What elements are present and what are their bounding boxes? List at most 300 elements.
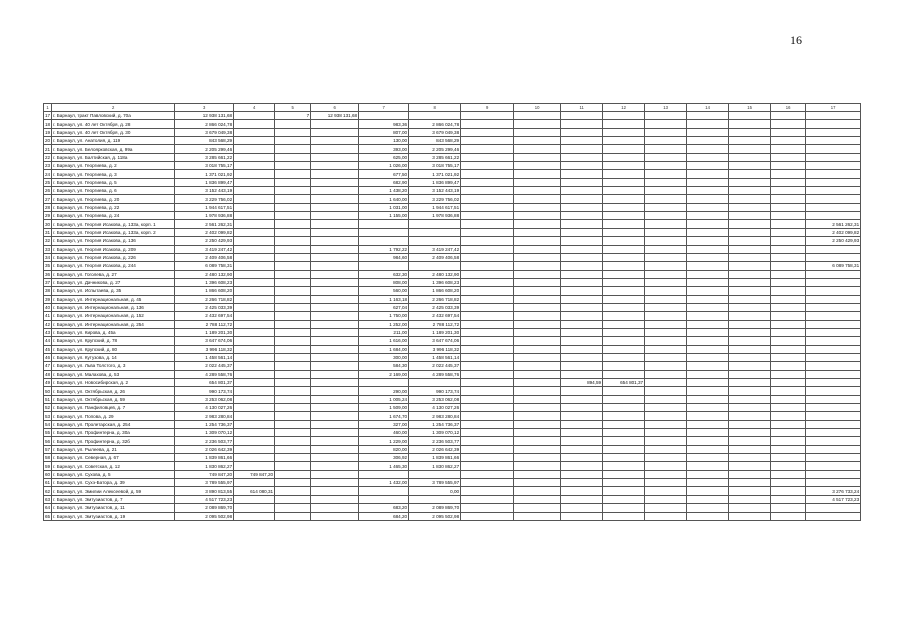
value-cell	[561, 187, 603, 195]
value-cell: 1 254 736,37	[409, 420, 461, 428]
value-cell: 3 229 756,02	[409, 195, 461, 203]
value-cell	[771, 128, 806, 136]
value-cell	[603, 128, 645, 136]
value-cell	[729, 487, 771, 495]
value-cell	[561, 470, 603, 478]
value-cell: 2 026 642,39	[409, 445, 461, 453]
value-cell	[729, 370, 771, 378]
value-cell	[771, 387, 806, 395]
table-row	[44, 337, 861, 345]
value-cell	[561, 479, 603, 487]
value-cell	[311, 412, 359, 420]
value-cell	[729, 303, 771, 311]
value-cell	[603, 470, 645, 478]
value-cell	[729, 178, 771, 186]
value-cell	[687, 370, 729, 378]
address-cell: г. Барнаул, ул. Октябрьская, д. 59	[52, 395, 175, 403]
value-cell	[461, 420, 514, 428]
value-cell	[275, 170, 311, 178]
row-number-cell: 24	[45, 171, 51, 177]
value-cell	[561, 262, 603, 270]
value-cell	[461, 203, 514, 211]
value-cell	[806, 312, 861, 320]
value-cell: 1 396 608,23	[175, 278, 234, 286]
value-cell	[645, 379, 687, 387]
value-cell	[234, 379, 275, 387]
value-cell	[645, 220, 687, 228]
column-number: 15	[729, 104, 771, 112]
address-cell: г. Барнаул, ул. Георгиева, д. 24	[52, 212, 175, 220]
value-cell	[514, 345, 561, 353]
value-cell	[275, 228, 311, 236]
value-cell	[275, 278, 311, 286]
value-cell: 6 089 758,31	[175, 262, 234, 270]
value-cell	[687, 128, 729, 136]
value-cell	[311, 212, 359, 220]
value-cell	[359, 228, 409, 236]
value-cell	[645, 120, 687, 128]
value-cell	[771, 454, 806, 462]
value-cell	[561, 270, 603, 278]
value-cell	[461, 153, 514, 161]
value-cell	[645, 462, 687, 470]
address-cell: г. Барнаул, ул. Георгиева, д. 20	[52, 195, 175, 203]
value-cell	[514, 162, 561, 170]
value-cell	[729, 429, 771, 437]
column-number: 14	[687, 104, 729, 112]
value-cell: 627,04	[359, 303, 409, 311]
value-cell	[311, 253, 359, 261]
value-cell	[561, 512, 603, 520]
value-cell	[561, 137, 603, 145]
value-cell	[603, 370, 645, 378]
value-cell	[275, 420, 311, 428]
value-cell: 2 169,00	[359, 370, 409, 378]
value-cell	[687, 245, 729, 253]
value-cell	[561, 145, 603, 153]
value-cell: 1 944 617,51	[409, 203, 461, 211]
value-cell	[729, 287, 771, 295]
value-cell: 3 789 555,97	[409, 479, 461, 487]
value-cell: 2 205 299,46	[175, 145, 234, 153]
table-row	[44, 362, 861, 370]
value-cell	[687, 328, 729, 336]
row-number-cell: 26	[45, 188, 51, 194]
value-cell	[234, 412, 275, 420]
value-cell	[461, 145, 514, 153]
value-cell	[806, 353, 861, 361]
value-cell: 3 285 661,22	[175, 153, 234, 161]
value-cell	[561, 429, 603, 437]
row-number-cell: 23	[45, 163, 51, 169]
value-cell	[234, 245, 275, 253]
value-cell	[311, 153, 359, 161]
value-cell	[561, 454, 603, 462]
value-cell	[461, 212, 514, 220]
value-cell	[687, 387, 729, 395]
value-cell	[771, 328, 806, 336]
value-cell	[275, 162, 311, 170]
value-cell: 2 432 697,54	[409, 312, 461, 320]
value-cell: 1 371 021,92	[175, 170, 234, 178]
value-cell: 749 847,20	[175, 470, 234, 478]
column-number: 2	[52, 104, 175, 112]
value-cell	[234, 128, 275, 136]
table-row	[44, 412, 861, 420]
row-number-cell: 32	[45, 238, 51, 244]
table-row	[44, 387, 861, 395]
value-cell	[771, 345, 806, 353]
value-cell	[461, 112, 514, 120]
value-cell	[275, 287, 311, 295]
row-number-cell: 38	[45, 288, 51, 294]
value-cell	[645, 195, 687, 203]
value-cell: 1 031,00	[359, 203, 409, 211]
value-cell	[771, 245, 806, 253]
table-row	[44, 328, 861, 336]
value-cell	[806, 454, 861, 462]
value-cell	[687, 153, 729, 161]
value-cell	[275, 337, 311, 345]
value-cell	[514, 462, 561, 470]
value-cell	[409, 228, 461, 236]
value-cell	[645, 203, 687, 211]
value-cell	[311, 337, 359, 345]
value-cell	[275, 454, 311, 462]
value-cell: 327,00	[359, 420, 409, 428]
value-cell	[603, 395, 645, 403]
value-cell: 3 253 062,08	[409, 395, 461, 403]
value-cell	[359, 379, 409, 387]
value-cell	[687, 187, 729, 195]
value-cell	[461, 312, 514, 320]
value-cell	[275, 145, 311, 153]
column-number-row	[44, 104, 861, 112]
value-cell	[687, 237, 729, 245]
value-cell	[234, 220, 275, 228]
value-cell	[561, 328, 603, 336]
value-cell: 2 402 099,82	[806, 228, 861, 236]
value-cell: 2 788 112,72	[409, 320, 461, 328]
value-cell	[514, 203, 561, 211]
value-cell	[645, 504, 687, 512]
column-number: 16	[771, 104, 806, 112]
value-cell	[771, 203, 806, 211]
value-cell	[275, 437, 311, 445]
value-cell	[514, 253, 561, 261]
value-cell	[806, 479, 861, 487]
value-cell	[806, 170, 861, 178]
value-cell	[687, 437, 729, 445]
value-cell: 1 684,00	[359, 345, 409, 353]
address-cell: г. Барнаул, ул. Советская, д. 12	[52, 462, 175, 470]
row-number-cell: 61	[45, 480, 51, 486]
value-cell	[687, 512, 729, 520]
value-cell	[645, 128, 687, 136]
value-cell	[311, 370, 359, 378]
address-cell: г. Барнаул, ул. Кирова, д. 45а	[52, 328, 175, 336]
value-cell	[771, 495, 806, 503]
value-cell	[603, 320, 645, 328]
value-cell	[687, 262, 729, 270]
value-cell: 1 640,00	[359, 195, 409, 203]
address-cell: г. Барнаул, ул. Эмтузиастов, д. 11	[52, 504, 175, 512]
value-cell	[729, 379, 771, 387]
value-cell	[603, 162, 645, 170]
value-cell	[461, 195, 514, 203]
table-row	[44, 212, 861, 220]
value-cell: 2 866 024,78	[409, 120, 461, 128]
value-cell: 1 309 070,12	[175, 429, 234, 437]
value-cell	[514, 412, 561, 420]
value-cell	[234, 404, 275, 412]
value-cell: 4 130 027,26	[175, 404, 234, 412]
value-cell	[514, 387, 561, 395]
address-cell: г. Барнаул, ул. Крупский, д. 80	[52, 345, 175, 353]
value-cell	[461, 270, 514, 278]
value-cell	[234, 212, 275, 220]
row-number-cell: 35	[45, 263, 51, 269]
address-cell: г. Барнаул, ул. Сухова, д. 5	[52, 470, 175, 478]
value-cell	[771, 479, 806, 487]
address-cell: г. Барнаул, ул. Георгия Исакова, д. 244	[52, 262, 175, 270]
value-cell	[514, 278, 561, 286]
value-cell	[687, 412, 729, 420]
value-cell	[514, 187, 561, 195]
value-cell	[234, 328, 275, 336]
value-cell: 1 458 561,14	[175, 353, 234, 361]
value-cell	[311, 137, 359, 145]
page-number: 16	[790, 33, 802, 47]
value-cell	[514, 437, 561, 445]
table-row	[44, 379, 861, 387]
value-cell	[771, 270, 806, 278]
address-cell: г. Барнаул, ул. Северная, д. 67	[52, 454, 175, 462]
row-number-cell: 64	[45, 505, 51, 511]
row-number-cell: 28	[45, 204, 51, 210]
value-cell	[806, 462, 861, 470]
value-cell	[409, 495, 461, 503]
value-cell	[729, 112, 771, 120]
value-cell	[561, 353, 603, 361]
value-cell	[687, 145, 729, 153]
value-cell	[461, 462, 514, 470]
value-cell	[806, 245, 861, 253]
value-cell	[771, 412, 806, 420]
value-cell	[603, 195, 645, 203]
value-cell	[275, 178, 311, 186]
value-cell	[275, 270, 311, 278]
value-cell: 3 647 674,06	[409, 337, 461, 345]
value-cell	[645, 479, 687, 487]
address-cell: г. Барнаул, ул. Эмилии Алексеевой, д. 59	[52, 487, 175, 495]
value-cell	[645, 212, 687, 220]
address-cell: г. Барнаул, ул. Новосибирская, д. 2	[52, 379, 175, 387]
value-cell	[514, 228, 561, 236]
value-cell	[461, 178, 514, 186]
value-cell	[461, 295, 514, 303]
value-cell	[645, 112, 687, 120]
value-cell	[806, 178, 861, 186]
value-cell	[234, 504, 275, 512]
row-number-cell: 59	[45, 463, 51, 469]
column-number: 11	[561, 104, 603, 112]
value-cell: 632,30	[359, 270, 409, 278]
value-cell	[461, 278, 514, 286]
address-cell: г. Барнаул, ул. Рылеева, д. 21	[52, 445, 175, 453]
value-cell	[806, 287, 861, 295]
value-cell: 1 432,00	[359, 479, 409, 487]
address-cell: г. Барнаул, ул. Пролетарская, д. 254	[52, 420, 175, 428]
address-cell: г. Барнаул, ул. 40 лет Октября, д. 28	[52, 120, 175, 128]
value-cell	[514, 195, 561, 203]
value-cell	[806, 328, 861, 336]
value-cell	[359, 262, 409, 270]
value-cell	[561, 487, 603, 495]
value-cell	[561, 287, 603, 295]
row-number-cell: 40	[45, 305, 51, 311]
row-number-cell: 39	[45, 296, 51, 302]
value-cell	[771, 220, 806, 228]
row-number-cell: 65	[45, 513, 51, 519]
address-cell: г. Барнаул, ул. Сухэ-Батора, д. 39	[52, 479, 175, 487]
value-cell	[645, 404, 687, 412]
value-cell	[234, 437, 275, 445]
value-cell	[729, 295, 771, 303]
value-cell: 3 229 756,02	[175, 195, 234, 203]
table-row	[44, 270, 861, 278]
value-cell: 654 801,37	[603, 379, 645, 387]
value-cell: 2 022 445,37	[409, 362, 461, 370]
table-row	[44, 245, 861, 253]
table-row	[44, 445, 861, 453]
value-cell: 3 996 118,32	[175, 345, 234, 353]
value-cell	[275, 387, 311, 395]
value-cell	[514, 512, 561, 520]
row-number-cell: 30	[45, 221, 51, 227]
row-number-cell: 25	[45, 179, 51, 185]
value-cell	[461, 137, 514, 145]
value-cell: 3 789 555,97	[175, 479, 234, 487]
value-cell	[603, 187, 645, 195]
value-cell	[561, 120, 603, 128]
table-row	[44, 170, 861, 178]
value-cell	[806, 187, 861, 195]
table-row	[44, 295, 861, 303]
value-cell	[461, 120, 514, 128]
value-cell	[275, 504, 311, 512]
value-cell	[603, 479, 645, 487]
value-cell	[771, 195, 806, 203]
value-cell	[687, 203, 729, 211]
value-cell: 2 089 869,70	[409, 504, 461, 512]
value-cell: 1 458 561,14	[409, 353, 461, 361]
value-cell	[514, 454, 561, 462]
value-cell: 2 250 429,93	[806, 237, 861, 245]
value-cell	[275, 470, 311, 478]
value-cell	[771, 262, 806, 270]
row-number-cell: 29	[45, 213, 51, 219]
value-cell	[729, 362, 771, 370]
value-cell	[561, 278, 603, 286]
value-cell	[234, 195, 275, 203]
value-cell	[311, 278, 359, 286]
value-cell	[461, 479, 514, 487]
value-cell: 1 189 201,30	[175, 328, 234, 336]
value-cell	[687, 479, 729, 487]
value-cell	[603, 337, 645, 345]
value-cell: 983,36	[359, 120, 409, 128]
value-cell	[603, 345, 645, 353]
address-cell: г. Барнаул, ул. Эмтузиастов, д. 19	[52, 512, 175, 520]
value-cell	[234, 420, 275, 428]
value-cell: 3 996 118,32	[409, 345, 461, 353]
value-cell: 290,00	[359, 387, 409, 395]
value-cell	[514, 112, 561, 120]
value-cell	[771, 320, 806, 328]
value-cell	[806, 445, 861, 453]
value-cell	[461, 512, 514, 520]
value-cell: 1 836 899,47	[409, 178, 461, 186]
value-cell: 1 252,00	[359, 320, 409, 328]
value-cell: 3 679 049,38	[409, 128, 461, 136]
value-cell: 130,00	[359, 137, 409, 145]
value-cell	[561, 303, 603, 311]
table-row	[44, 253, 861, 261]
value-cell	[645, 237, 687, 245]
value-cell	[461, 353, 514, 361]
address-cell: г. Барнаул, ул. Октябрьская, д. 26	[52, 387, 175, 395]
row-number-cell: 44	[45, 338, 51, 344]
value-cell: 2 250 429,93	[175, 237, 234, 245]
value-cell	[806, 137, 861, 145]
value-cell	[603, 153, 645, 161]
value-cell	[514, 220, 561, 228]
address-cell: г. Барнаул, ул. Гоголева, д. 27	[52, 270, 175, 278]
value-cell	[645, 253, 687, 261]
row-number-cell: 48	[45, 371, 51, 377]
value-cell	[771, 153, 806, 161]
column-number: 12	[603, 104, 645, 112]
value-cell	[234, 295, 275, 303]
value-cell	[806, 295, 861, 303]
value-cell	[275, 245, 311, 253]
value-cell	[514, 404, 561, 412]
value-cell	[409, 470, 461, 478]
value-cell	[645, 312, 687, 320]
value-cell: 1 254 736,37	[175, 420, 234, 428]
value-cell	[561, 337, 603, 345]
value-cell	[311, 328, 359, 336]
address-cell: г. Барнаул, ул. Анатолия, д. 119	[52, 137, 175, 145]
value-cell	[561, 237, 603, 245]
value-cell	[514, 445, 561, 453]
value-cell	[461, 412, 514, 420]
value-cell	[603, 437, 645, 445]
value-cell	[729, 454, 771, 462]
value-cell	[729, 420, 771, 428]
column-number: 13	[645, 104, 687, 112]
value-cell: 2 022 445,37	[175, 362, 234, 370]
table-row	[44, 320, 861, 328]
value-cell	[311, 237, 359, 245]
value-cell	[234, 228, 275, 236]
value-cell	[603, 362, 645, 370]
value-cell: 1 509,00	[359, 404, 409, 412]
value-cell	[234, 337, 275, 345]
value-cell: 1 396 608,23	[409, 278, 461, 286]
value-cell: 300,00	[359, 353, 409, 361]
